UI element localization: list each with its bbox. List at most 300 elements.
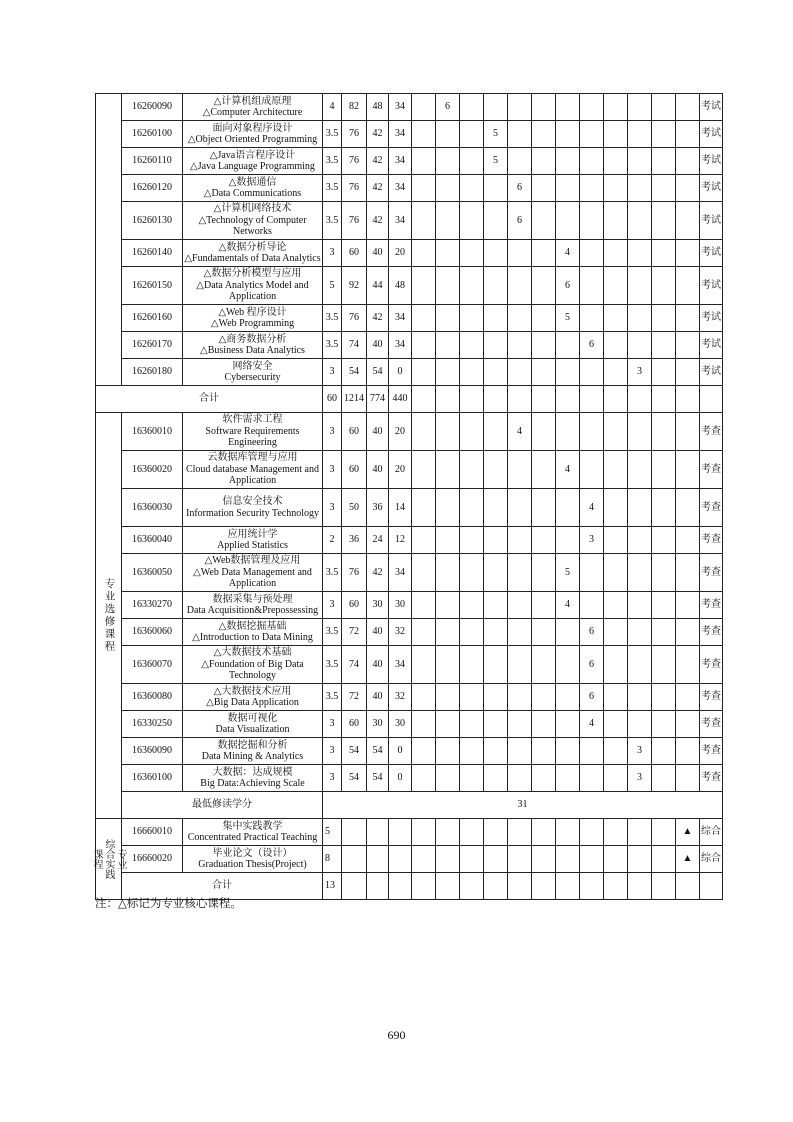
course-credit: 3.5: [323, 646, 342, 684]
course-name-en: Software Requirements Engineering: [205, 425, 300, 449]
semester-cell: [628, 711, 652, 738]
course-credit: 3.5: [323, 332, 342, 359]
assessment-type: 考试: [700, 148, 723, 175]
course-total: 76: [342, 202, 367, 240]
semester-cell: [604, 94, 628, 121]
semester-cell: [532, 819, 556, 846]
semester-cell: [436, 359, 460, 386]
semester-cell: [436, 846, 460, 873]
semester-cell: [652, 873, 676, 900]
semester-cell: [532, 554, 556, 592]
semester-cell: [508, 267, 532, 305]
semester-cell: [436, 121, 460, 148]
semester-cell: [532, 711, 556, 738]
min-credit-value: 31: [323, 792, 723, 819]
semester-cell: [580, 94, 604, 121]
semester-cell: [460, 873, 484, 900]
assessment-type: 考试: [700, 240, 723, 267]
semester-cell: [532, 305, 556, 332]
weekly-hours: 4: [580, 711, 604, 738]
course-practice: 30: [389, 592, 412, 619]
assessment-type: 考查: [700, 619, 723, 646]
semester-cell: [484, 94, 508, 121]
weekly-hours: 3: [580, 527, 604, 554]
semester-cell: [676, 386, 700, 413]
semester-cell: [532, 240, 556, 267]
semester-cell: [412, 646, 436, 684]
table-row: [96, 846, 723, 873]
semester-cell: [412, 148, 436, 175]
semester-cell: [604, 175, 628, 202]
semester-cell: [460, 121, 484, 148]
course-name: [183, 305, 323, 332]
table-row: [96, 684, 723, 711]
weekly-hours: 5: [556, 305, 580, 332]
course-name-cn: 软件需求工程: [222, 414, 283, 426]
table-row: [96, 489, 723, 527]
semester-cell: [628, 386, 652, 413]
semester-cell: [460, 819, 484, 846]
semester-cell: [604, 738, 628, 765]
course-code: 16260150: [122, 267, 183, 305]
semester-cell: [508, 359, 532, 386]
course-name-en: △Object Oriented Programming: [187, 134, 318, 145]
semester-cell: [652, 121, 676, 148]
table-row: [96, 94, 723, 121]
semester-cell: [676, 646, 700, 684]
semester-cell: [412, 684, 436, 711]
assessment-type: [700, 386, 723, 413]
course-name-en: △Foundation of Big Data Technology: [201, 658, 304, 682]
course-total: 72: [342, 684, 367, 711]
semester-mark: ▲: [676, 846, 700, 873]
semester-cell: [460, 94, 484, 121]
course-credit: 8: [323, 846, 342, 873]
semester-cell: [652, 94, 676, 121]
semester-cell: [556, 684, 580, 711]
semester-cell: [532, 592, 556, 619]
course-name-cn: 云数据库管理与应用: [207, 452, 298, 464]
semester-cell: [556, 359, 580, 386]
semester-cell: [436, 148, 460, 175]
weekly-hours: 5: [484, 148, 508, 175]
assessment-type: 考查: [700, 684, 723, 711]
semester-cell: [676, 332, 700, 359]
hours-cell: [367, 846, 389, 873]
semester-cell: [676, 527, 700, 554]
semester-cell: [460, 305, 484, 332]
semester-cell: [652, 646, 676, 684]
course-total: 74: [342, 332, 367, 359]
course-name-cn: 数据采集与预处理: [212, 593, 293, 605]
semester-cell: [652, 527, 676, 554]
semester-cell: [436, 592, 460, 619]
hours-cell: [342, 819, 367, 846]
semester-cell: [556, 819, 580, 846]
course-total: 76: [342, 175, 367, 202]
table-row: [96, 765, 723, 792]
course-name: [183, 646, 323, 684]
course-total: 54: [342, 359, 367, 386]
semester-cell: [412, 175, 436, 202]
assessment-type: 考查: [700, 646, 723, 684]
semester-cell: [652, 305, 676, 332]
semester-cell: [652, 684, 676, 711]
course-code: 16660020: [122, 846, 183, 873]
course-total: 92: [342, 267, 367, 305]
semester-cell: [508, 619, 532, 646]
semester-cell: [436, 386, 460, 413]
semester-cell: [508, 121, 532, 148]
course-code: 16330270: [122, 592, 183, 619]
course-lecture: 40: [367, 332, 389, 359]
semester-cell: [652, 240, 676, 267]
total-credit: 13: [323, 873, 342, 900]
course-name: [183, 711, 323, 738]
semester-cell: [580, 240, 604, 267]
semester-cell: [412, 94, 436, 121]
course-name-en: Cloud database Management and Application: [185, 463, 319, 487]
semester-cell: [460, 554, 484, 592]
course-total: 76: [342, 121, 367, 148]
course-name-cn: 网络安全: [232, 360, 273, 372]
semester-cell: [412, 819, 436, 846]
weekly-hours: 4: [508, 413, 532, 451]
course-name-en: Data Visualization: [215, 724, 290, 735]
course-total: 82: [342, 94, 367, 121]
course-name-en: Concentrated Practical Teaching: [187, 832, 318, 843]
semester-cell: [412, 359, 436, 386]
assessment-type: 考试: [700, 121, 723, 148]
course-total: 54: [342, 765, 367, 792]
course-name-en: Graduation Thesis(Project): [198, 859, 307, 870]
course-code: 16260100: [122, 121, 183, 148]
table-row: [96, 646, 723, 684]
semester-cell: [604, 413, 628, 451]
semester-cell: [412, 765, 436, 792]
course-lecture: 40: [367, 646, 389, 684]
semester-cell: [652, 765, 676, 792]
semester-cell: [676, 121, 700, 148]
course-credit: 3: [323, 240, 342, 267]
semester-cell: [556, 175, 580, 202]
semester-cell: [556, 765, 580, 792]
course-name-cn: △Web数据管理及应用: [204, 555, 301, 567]
assessment-type: 考查: [700, 592, 723, 619]
course-code: 16260130: [122, 202, 183, 240]
category-label: [91, 819, 126, 900]
course-lecture: 42: [367, 148, 389, 175]
table-row: [96, 819, 723, 846]
semester-cell: [676, 711, 700, 738]
semester-cell: [580, 873, 604, 900]
semester-cell: [532, 684, 556, 711]
semester-cell: [508, 646, 532, 684]
course-name-en: △Web Data Management and Application: [193, 566, 312, 590]
table-row: [96, 121, 723, 148]
course-name-en: △Business Data Analytics: [200, 345, 305, 356]
semester-cell: [508, 819, 532, 846]
course-name-en: Applied Statistics: [217, 540, 288, 551]
course-credit: 3.5: [323, 121, 342, 148]
semester-cell: [628, 451, 652, 489]
semester-cell: [556, 386, 580, 413]
course-total: 60: [342, 451, 367, 489]
course-name-cn: 数据可视化: [227, 712, 278, 724]
semester-cell: [436, 527, 460, 554]
weekly-hours: 6: [436, 94, 460, 121]
course-name-cn: 应用统计学: [227, 528, 278, 540]
course-name-cn: △大数据技术基础: [213, 647, 292, 659]
assessment-type: 考试: [700, 267, 723, 305]
semester-cell: [484, 413, 508, 451]
weekly-hours: 6: [580, 332, 604, 359]
course-name-cn: 大数据：达成规模: [212, 766, 293, 778]
course-credit: 3: [323, 711, 342, 738]
semester-cell: [532, 646, 556, 684]
weekly-hours: 6: [580, 646, 604, 684]
semester-cell: [412, 305, 436, 332]
semester-cell: [580, 359, 604, 386]
course-name-cn: △数据分析模型与应用: [203, 268, 302, 280]
course-code: 16360050: [122, 554, 183, 592]
semester-cell: [532, 175, 556, 202]
total-total: 1214: [342, 386, 367, 413]
course-credit: 3.5: [323, 684, 342, 711]
semester-cell: [412, 619, 436, 646]
semester-cell: [556, 738, 580, 765]
semester-cell: [532, 846, 556, 873]
course-lecture: 40: [367, 619, 389, 646]
semester-cell: [532, 267, 556, 305]
semester-cell: [436, 489, 460, 527]
assessment-type: 考查: [700, 413, 723, 451]
semester-cell: [628, 592, 652, 619]
course-name: [183, 819, 323, 846]
assessment-type: 综合: [700, 819, 723, 846]
semester-cell: [484, 332, 508, 359]
semester-cell: [604, 711, 628, 738]
semester-cell: [652, 202, 676, 240]
semester-cell: [484, 175, 508, 202]
semester-cell: [580, 148, 604, 175]
course-lecture: 40: [367, 684, 389, 711]
assessment-type: 考试: [700, 202, 723, 240]
semester-cell: [628, 527, 652, 554]
course-total: 36: [342, 527, 367, 554]
semester-cell: [508, 386, 532, 413]
course-total: 50: [342, 489, 367, 527]
semester-cell: [484, 451, 508, 489]
semester-cell: [532, 413, 556, 451]
semester-cell: [676, 305, 700, 332]
semester-cell: [532, 359, 556, 386]
weekly-hours: 3: [628, 359, 652, 386]
semester-cell: [484, 846, 508, 873]
course-practice: 34: [389, 202, 412, 240]
course-code: 16330250: [122, 711, 183, 738]
assessment-type: 考查: [700, 554, 723, 592]
footnote: 注：△标记为专业核心课程。: [95, 898, 242, 910]
semester-cell: [508, 489, 532, 527]
total-label: 合计: [122, 873, 323, 900]
semester-cell: [412, 451, 436, 489]
semester-cell: [460, 359, 484, 386]
course-credit: 3: [323, 592, 342, 619]
min-credit-row: [96, 792, 723, 819]
semester-cell: [436, 305, 460, 332]
course-name-en: △Technology of Computer Networks: [198, 214, 307, 238]
semester-cell: [628, 684, 652, 711]
semester-cell: [604, 684, 628, 711]
assessment-type: 考试: [700, 332, 723, 359]
course-total: 76: [342, 148, 367, 175]
semester-cell: [580, 413, 604, 451]
course-practice: 0: [389, 738, 412, 765]
weekly-hours: 6: [508, 175, 532, 202]
course-name-cn: △计算机网络技术: [213, 203, 292, 215]
semester-cell: [436, 202, 460, 240]
course-credit: 5: [323, 267, 342, 305]
semester-cell: [532, 94, 556, 121]
hours-cell: [389, 846, 412, 873]
semester-cell: [508, 305, 532, 332]
course-practice: 32: [389, 684, 412, 711]
semester-cell: [652, 413, 676, 451]
total-row: [96, 386, 723, 413]
course-practice: 20: [389, 413, 412, 451]
semester-cell: [628, 619, 652, 646]
course-name-en: △Java Language Programming: [190, 161, 315, 172]
semester-cell: [604, 332, 628, 359]
semester-cell: [676, 738, 700, 765]
semester-cell: [436, 819, 460, 846]
assessment-type: 考查: [700, 711, 723, 738]
semester-cell: [628, 121, 652, 148]
semester-cell: [652, 846, 676, 873]
semester-cell: [580, 819, 604, 846]
semester-cell: [556, 711, 580, 738]
course-practice: 0: [389, 765, 412, 792]
semester-cell: [484, 554, 508, 592]
course-name-en: Data Mining & Analytics: [201, 751, 304, 762]
course-credit: 3: [323, 413, 342, 451]
semester-cell: [460, 846, 484, 873]
semester-cell: [508, 94, 532, 121]
semester-cell: [412, 489, 436, 527]
course-name: [183, 240, 323, 267]
course-practice: 34: [389, 554, 412, 592]
course-code: 16360080: [122, 684, 183, 711]
course-name-en: △Web Programming: [210, 318, 295, 329]
course-lecture: 42: [367, 121, 389, 148]
semester-cell: [484, 711, 508, 738]
weekly-hours: 4: [556, 451, 580, 489]
semester-cell: [676, 619, 700, 646]
semester-cell: [628, 148, 652, 175]
assessment-type: 考查: [700, 527, 723, 554]
assessment-type: 综合: [700, 846, 723, 873]
course-practice: 34: [389, 646, 412, 684]
course-credit: 3.5: [323, 175, 342, 202]
course-name: [183, 359, 323, 386]
page-number: 690: [387, 1028, 406, 1042]
course-name-cn: △Web 程序设计: [218, 306, 287, 318]
semester-cell: [676, 94, 700, 121]
semester-cell: [508, 451, 532, 489]
course-lecture: 42: [367, 554, 389, 592]
semester-cell: [484, 873, 508, 900]
course-code: 16360020: [122, 451, 183, 489]
assessment-type: 考试: [700, 359, 723, 386]
semester-cell: [628, 267, 652, 305]
course-name-en: Cybersecurity: [224, 372, 281, 383]
semester-cell: [460, 267, 484, 305]
course-lecture: 42: [367, 305, 389, 332]
semester-cell: [532, 332, 556, 359]
semester-cell: [604, 451, 628, 489]
semester-cell: [436, 684, 460, 711]
course-name-cn: 集中实践教学: [222, 820, 283, 832]
semester-cell: [556, 846, 580, 873]
semester-cell: [580, 202, 604, 240]
semester-cell: [484, 240, 508, 267]
semester-cell: [652, 332, 676, 359]
weekly-hours: 4: [580, 489, 604, 527]
course-code: 16260170: [122, 332, 183, 359]
semester-cell: [508, 873, 532, 900]
table-row: [96, 240, 723, 267]
course-code: 16360060: [122, 619, 183, 646]
course-lecture: 54: [367, 765, 389, 792]
table-row: [96, 711, 723, 738]
course-name-cn: △Java语言程序设计: [209, 149, 296, 161]
semester-cell: [436, 711, 460, 738]
semester-cell: [436, 646, 460, 684]
semester-cell: [580, 738, 604, 765]
course-practice: 34: [389, 332, 412, 359]
semester-cell: [556, 202, 580, 240]
table-row: [96, 554, 723, 592]
course-credit: 3: [323, 738, 342, 765]
course-name-cn: 毕业论文（设计）: [212, 847, 293, 859]
semester-cell: [556, 873, 580, 900]
semester-cell: [652, 819, 676, 846]
course-name: [183, 332, 323, 359]
course-credit: 3.5: [323, 148, 342, 175]
semester-cell: [460, 646, 484, 684]
semester-cell: [580, 592, 604, 619]
semester-cell: [460, 619, 484, 646]
semester-cell: [580, 765, 604, 792]
course-name: [183, 738, 323, 765]
course-name: [183, 765, 323, 792]
table-row: [96, 332, 723, 359]
course-practice: 12: [389, 527, 412, 554]
category-label-part: 专业: [115, 849, 126, 869]
semester-cell: [604, 646, 628, 684]
semester-cell: [436, 451, 460, 489]
semester-cell: [652, 592, 676, 619]
semester-cell: [484, 738, 508, 765]
course-code: 16260110: [122, 148, 183, 175]
semester-cell: [652, 554, 676, 592]
semester-cell: [556, 148, 580, 175]
semester-cell: [580, 267, 604, 305]
course-code: 16360090: [122, 738, 183, 765]
course-code: 16260140: [122, 240, 183, 267]
course-name: [183, 175, 323, 202]
